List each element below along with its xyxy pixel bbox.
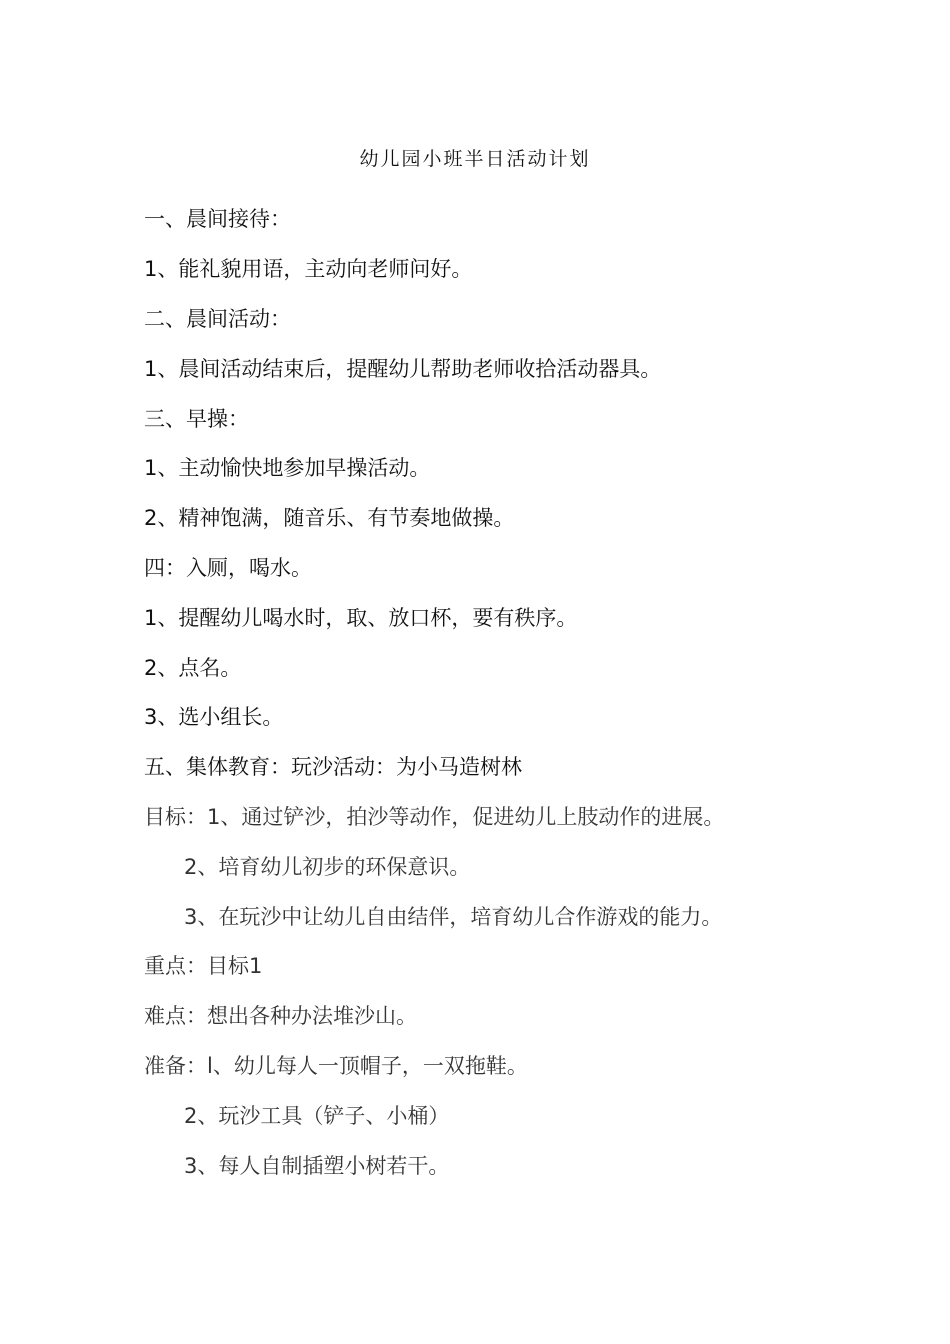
preparation-line: 2、玩沙工具（铲子、小桶） <box>184 1104 450 1128</box>
section-heading-toilet-water: 四：入厕，喝水。 <box>144 556 312 580</box>
goal-line: 目标：1、通过铲沙，拍沙等动作，促进幼儿上肢动作的进展。 <box>144 805 725 829</box>
goal-line: 2、培育幼儿初步的环保意识。 <box>184 855 471 879</box>
section-heading-morning-exercise: 三、早操： <box>144 407 249 431</box>
preparation-line: 3、每人自制插塑小树若干。 <box>184 1154 450 1178</box>
preparation-line: 准备：l、幼儿每人一顶帽子，一双拖鞋。 <box>144 1054 528 1078</box>
difficulty-line: 难点：想出各种办法堆沙山。 <box>144 1004 417 1028</box>
goal-line: 3、在玩沙中让幼儿自由结伴，培育幼儿合作游戏的能力。 <box>184 905 723 929</box>
paragraph-line: 2、点名。 <box>144 656 242 680</box>
section-heading-morning-reception: 一、晨间接待： <box>144 207 291 231</box>
section-heading-group-education: 五、集体教育：玩沙活动：为小马造树林 <box>144 755 522 779</box>
key-point-line: 重点：目标1 <box>144 954 263 978</box>
paragraph-line: 1、提醒幼儿喝水时，取、放口杯，要有秩序。 <box>144 606 578 630</box>
document-title: 幼儿园小班半日活动计划 <box>359 148 591 170</box>
paragraph-line: 1、能礼貌用语，主动向老师问好。 <box>144 257 473 281</box>
section-heading-morning-activity: 二、晨间活动： <box>144 307 291 331</box>
paragraph-line: 2、精神饱满，随音乐、有节奏地做操。 <box>144 506 515 530</box>
paragraph-line: 3、选小组长。 <box>144 705 284 729</box>
paragraph-line: 1、晨间活动结束后，提醒幼儿帮助老师收拾活动器具。 <box>144 357 662 381</box>
paragraph-line: 1、主动愉快地参加早操活动。 <box>144 456 431 480</box>
